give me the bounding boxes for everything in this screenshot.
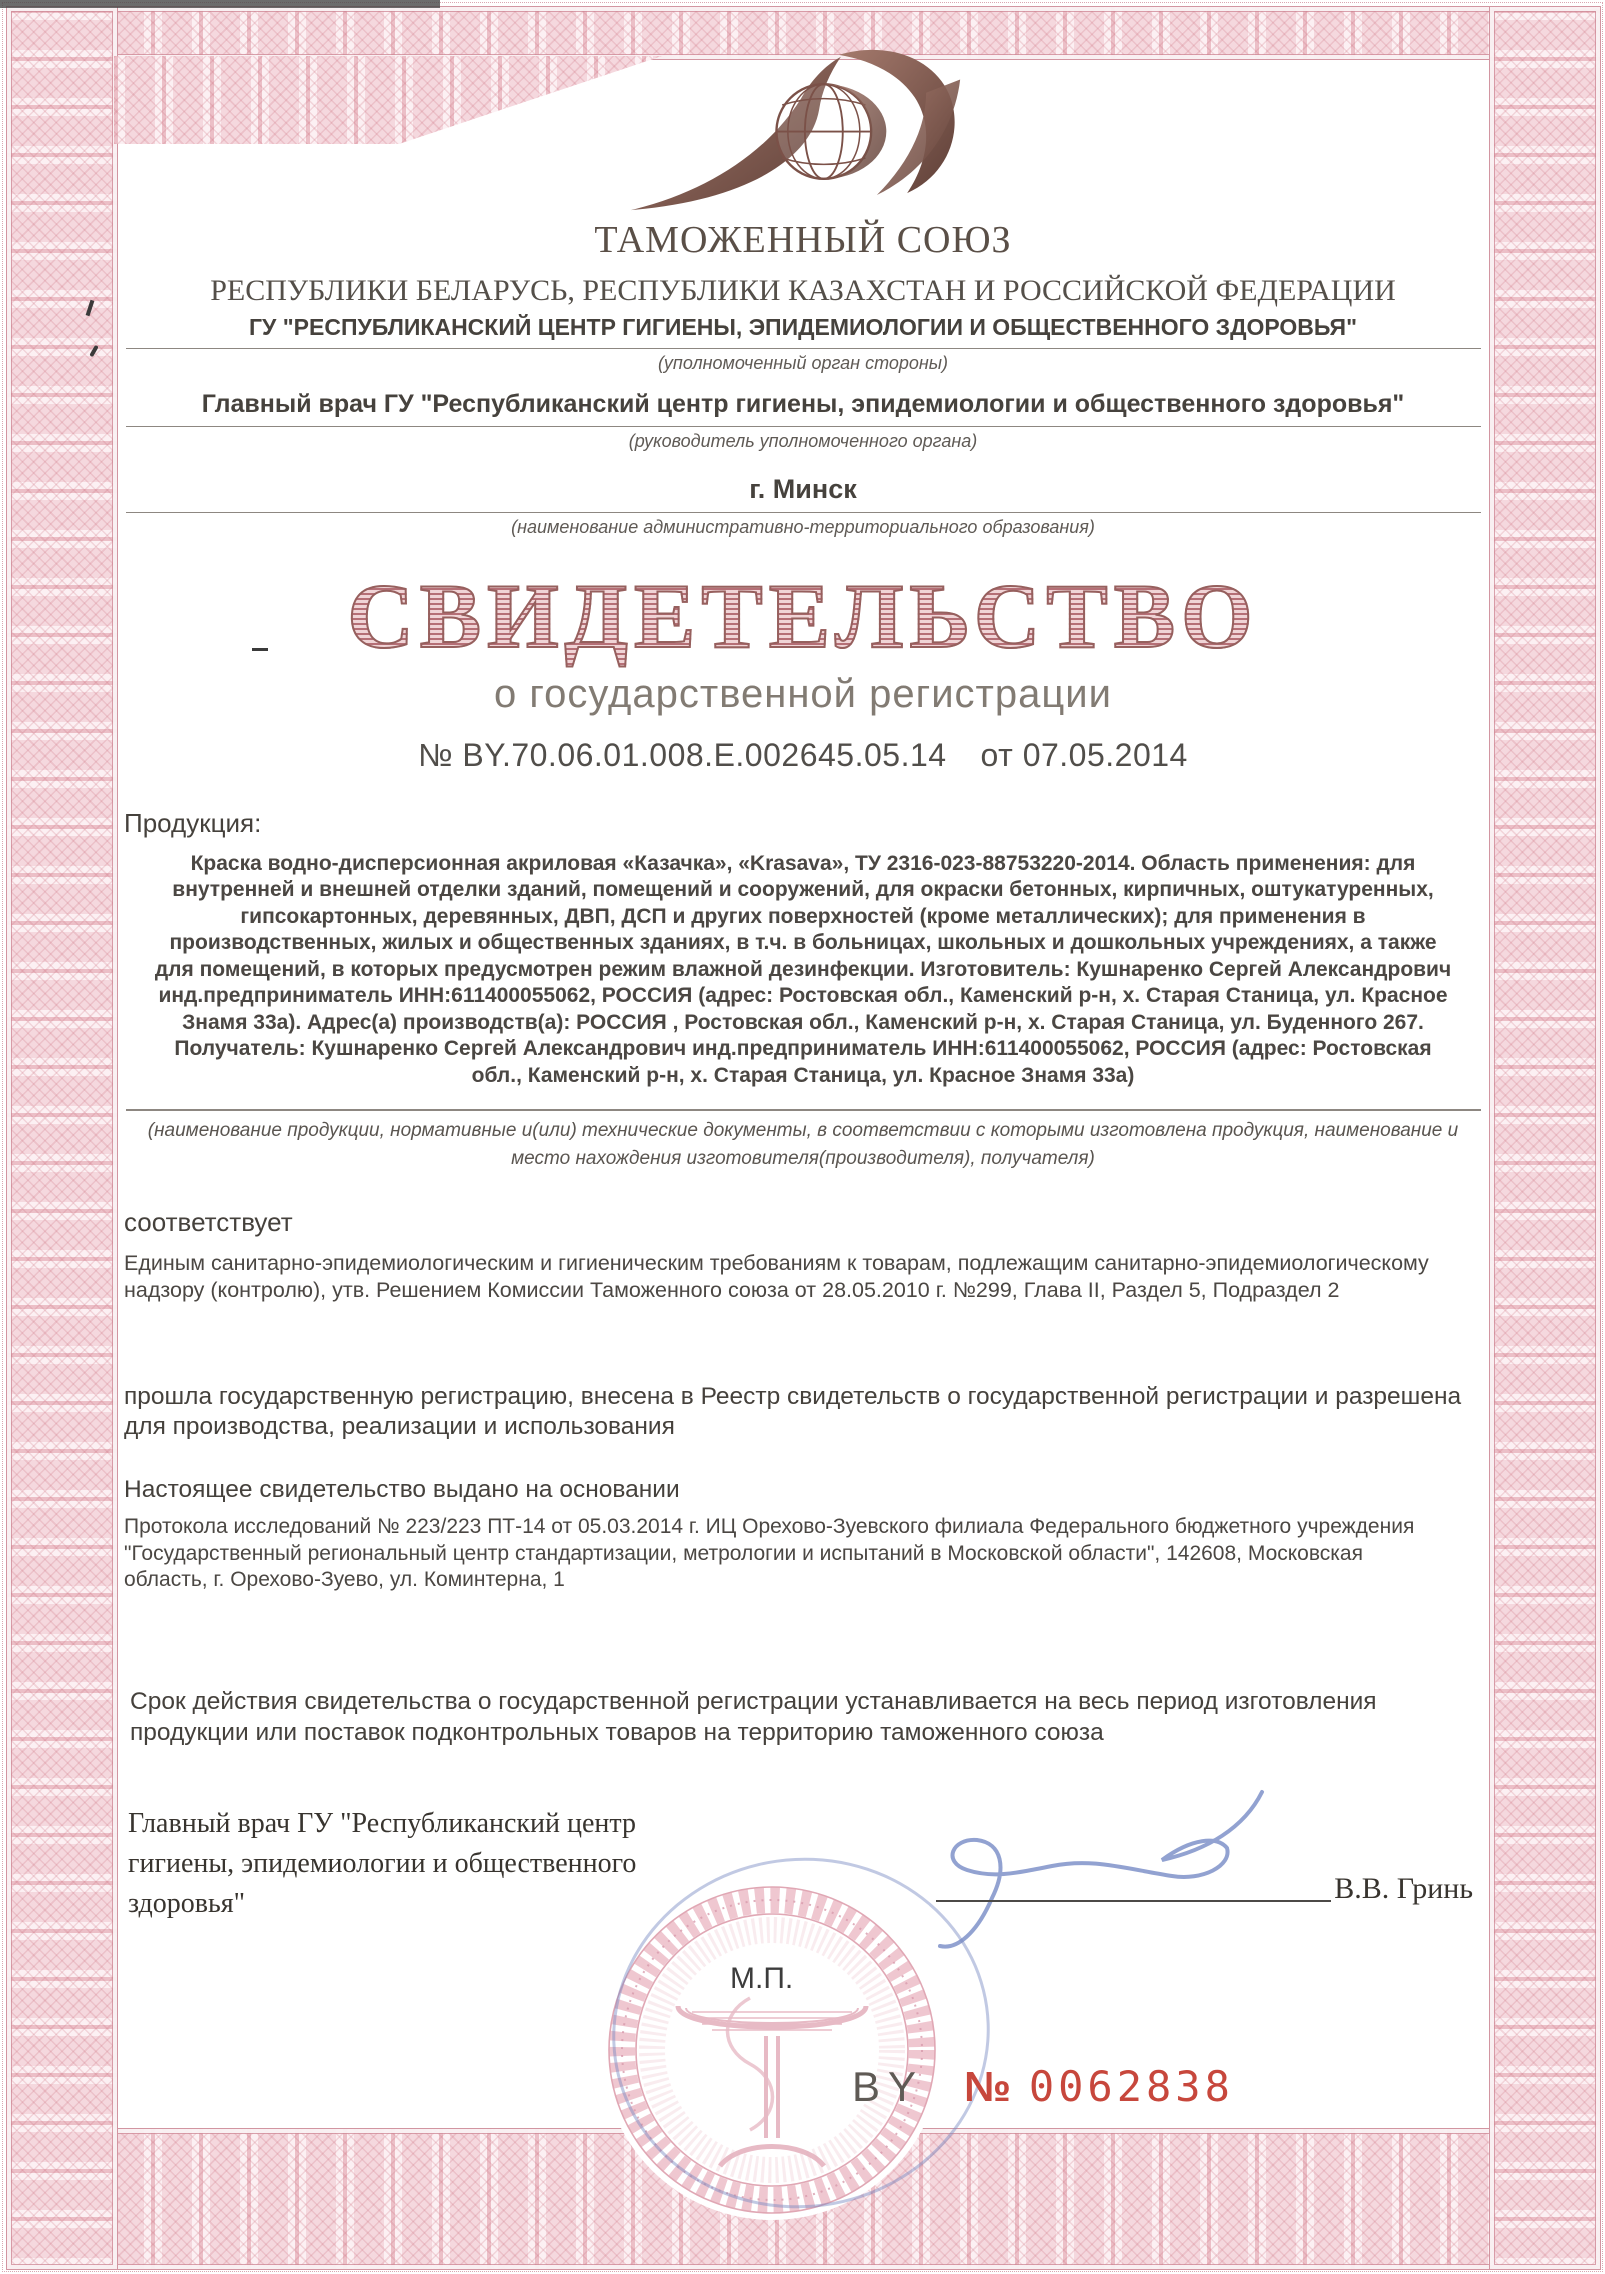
product-caption: (наименование продукции, нормативные и(или) технические документы, в соответствии с которыми изготовлена продукция, наименование и место нахождения изготовителя(производителя), получателя) — [147, 1120, 1459, 1170]
certificate-title: СВИДЕТЕЛЬСТВО — [118, 564, 1488, 670]
seal-place-label: М.П. — [730, 1962, 794, 1995]
certificate-subtitle: о государственной регистрации — [494, 671, 1112, 716]
product-description: Краска водно-дисперсионная акриловая «Казачка», «Krasava», ТУ 2316-023-88753220-2014. Область применения: для внутренней и внешней отделки зданий, помещений и сооружений, для окраски бетонных, кирпичных, оштукатуренных, гипсокартонных, деревянных, ДВП, ДСП и других поверхностей (кроме металлических); для применения в производственных, жилых и общественных зданиях, в т.ч. в больницах, школьных и дошкольных учреждениях, а также для помещений, в которых предусмотрен режим влажной дезинфекции. Изготовитель: Кушнаренко Сергей Александрович инд.предприниматель ИНН:611400055062, РОССИЯ (адрес: Ростовская обл., Каменский р-н, х. Старая Станица, ул. Красное Знамя 33а). Адрес(а) производств(а): РОССИЯ , Ростовская обл., Каменский р-н, х. Старая Станица, ул. Буденного 267. Получатель: Кушнаренко Сергей Александрович инд.предприниматель ИНН:611400055062, РОССИЯ (адрес: Ростовская обл., Каменский р-н, х. Старая Станица, ул. Красное Знамя 33а) — [154, 851, 1452, 1087]
union-title: ТАМОЖЕННЫЙ СОЮЗ — [594, 219, 1012, 261]
signature-line — [936, 1900, 1331, 1902]
signer-title: Главный врач ГУ "Республиканский центр гигиены, эпидемиологии и общественного здоровья" — [128, 1808, 637, 1919]
customs-union-logo-icon — [613, 34, 993, 212]
divider-line — [126, 348, 1481, 349]
city-caption: (наименование административно-территориального образования) — [511, 517, 1095, 537]
org-caption: (уполномоченный орган стороны) — [657, 353, 949, 373]
border-right — [1489, 6, 1601, 2270]
serial-country: BY — [852, 2063, 925, 2110]
serial-number-sign: № — [964, 2063, 1011, 2110]
compliance-text: Единым санитарно-эпидемиологическим и гигиеническим требованиям к товарам, подлежащим санитарно-эпидемиологическому надзору (контролю), утв. Решением Комиссии Таможенного союза от 28.05.2010 г. №299, Глава II, Раздел 5, Подраздел 2 — [124, 1251, 1429, 1303]
signer-name: В.В. Гринь — [1334, 1872, 1473, 1905]
product-label: Продукция: — [124, 807, 262, 838]
divider-line — [126, 426, 1481, 427]
validity-text: Срок действия свидетельства о государственной регистрации устанавливается на весь период изготовления продукции или поставок подконтрольных товаров на территорию таможенного союза — [130, 1687, 1377, 1746]
compliance-label: соответствует — [124, 1207, 293, 1238]
org-head-line: Главный врач ГУ "Республиканский центр гигиены, эпидемиологии и общественного здоровья" — [201, 390, 1405, 418]
countries-line: РЕСПУБЛИКИ БЕЛАРУСЬ, РЕСПУБЛИКИ КАЗАХСТАН И РОССИЙСКОЙ ФЕДЕРАЦИИ — [210, 274, 1396, 307]
signature-ink — [924, 1786, 1294, 1966]
basis-text: Протокола исследований № 223/223 ПТ-14 от 05.03.2014 г. ИЦ Орехово-Зуевского филиала Федерального бюджетного учреждения "Государственный региональный центр стандартизации, метрологии и испытаний в Московской области", 142608, Московская область, г. Орехово-Зуево, ул. Коминтерна, 1 — [124, 1515, 1415, 1592]
certificate-number: № BY.70.06.01.008.Е.002645.05.14 — [418, 736, 947, 773]
head-caption: (руководитель уполномоченного органа) — [628, 431, 978, 451]
signature-zone — [936, 1804, 1473, 1964]
city-line: г. Минск — [749, 474, 857, 504]
divider-line — [126, 1109, 1481, 1111]
scan-artifact — [0, 0, 440, 8]
serial-number — [852, 2062, 1234, 2111]
serial-digits: 0062838 — [1028, 2062, 1234, 2111]
certificate-body — [118, 24, 1488, 1794]
certificate-date: от 07.05.2014 — [980, 736, 1188, 773]
divider-line — [126, 512, 1481, 513]
authorized-org-line: ГУ "РЕСПУБЛИКАНСКИЙ ЦЕНТР ГИГИЕНЫ, ЭПИДЕМИОЛОГИИ И ОБЩЕСТВЕННОГО ЗДОРОВЬЯ" — [249, 314, 1357, 340]
registration-text: прошла государственную регистрацию, внесена в Реестр свидетельств о государственной регистрации и разрешена для производства, реализации и использования — [124, 1383, 1462, 1441]
certificate-number-line — [118, 737, 1488, 774]
border-left — [6, 6, 118, 2270]
basis-label: Настоящее свидетельство выдано на основании — [124, 1476, 680, 1504]
